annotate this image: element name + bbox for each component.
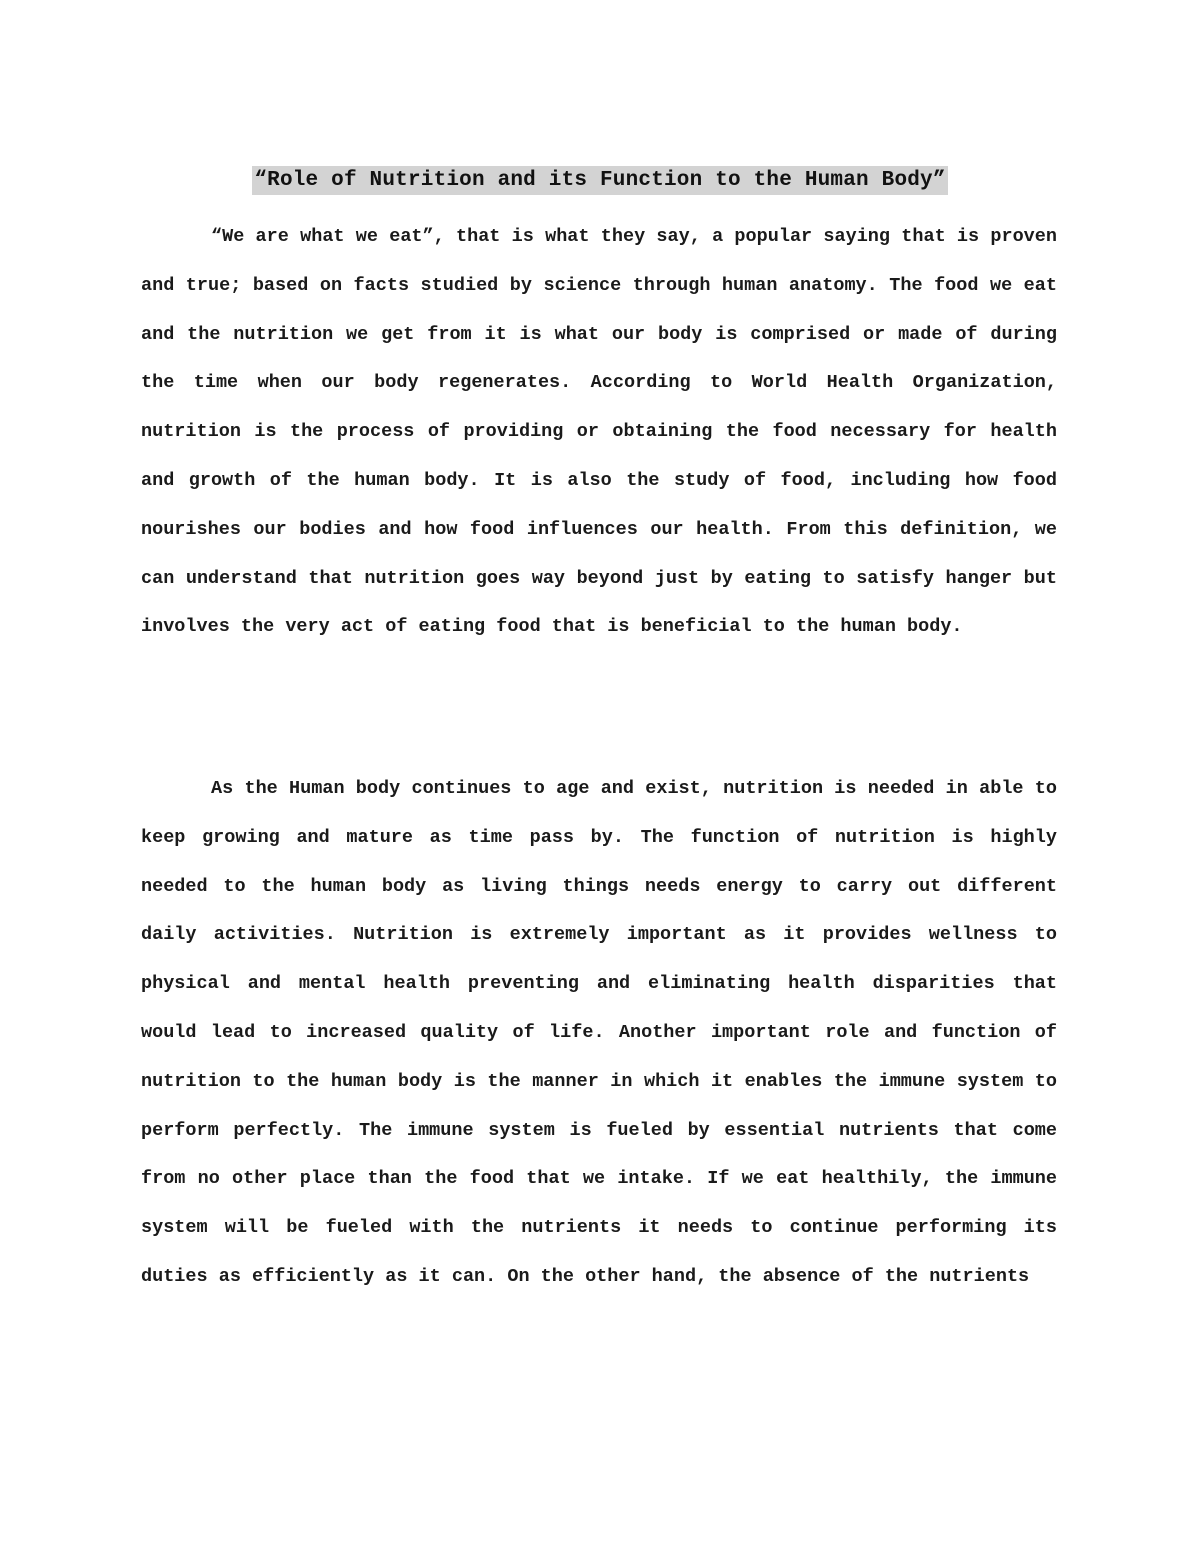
- document-title: “Role of Nutrition and its Function to the Human Body”: [252, 166, 947, 195]
- title-container: [0, 166, 1200, 195]
- paragraph-1: “We are what we eat”, that is what they say, a popular saying that is proven and true; based on facts studied by science through human anatomy. The food we eat and the nutrition we get from it is what our body is comprised or made of during the time when our body regenerates. According to World Health Organization, nutrition is the process of providing or obtaining the food necessary for health and growth of the human body. It is also the study of food, including how food nourishes our bodies and how food influences our health. From this definition, we can understand that nutrition goes way beyond just by eating to satisfy hanger but involves the very act of eating food that is beneficial to the human body.: [141, 226, 1057, 638]
- paragraph-2: As the Human body continues to age and exist, nutrition is needed in able to keep growing and mature as time pass by. The function of nutrition is highly needed to the human body as living things needs energy to carry out different daily activities. Nutrition is extremely important as it provides wellness to physical and mental health preventing and eliminating health disparities that would lead to increased quality of life. Another important role and function of nutrition to the human body is the manner in which it enables the immune system to perform perfectly. The immune system is fueled by essential nutrients that come from no other place than the food that we intake. If we eat healthily, the immune system will be fueled with the nutrients it needs to continue performing its duties as efficiently as it can. On the other hand, the absence of the nutrients: [141, 778, 1057, 1287]
